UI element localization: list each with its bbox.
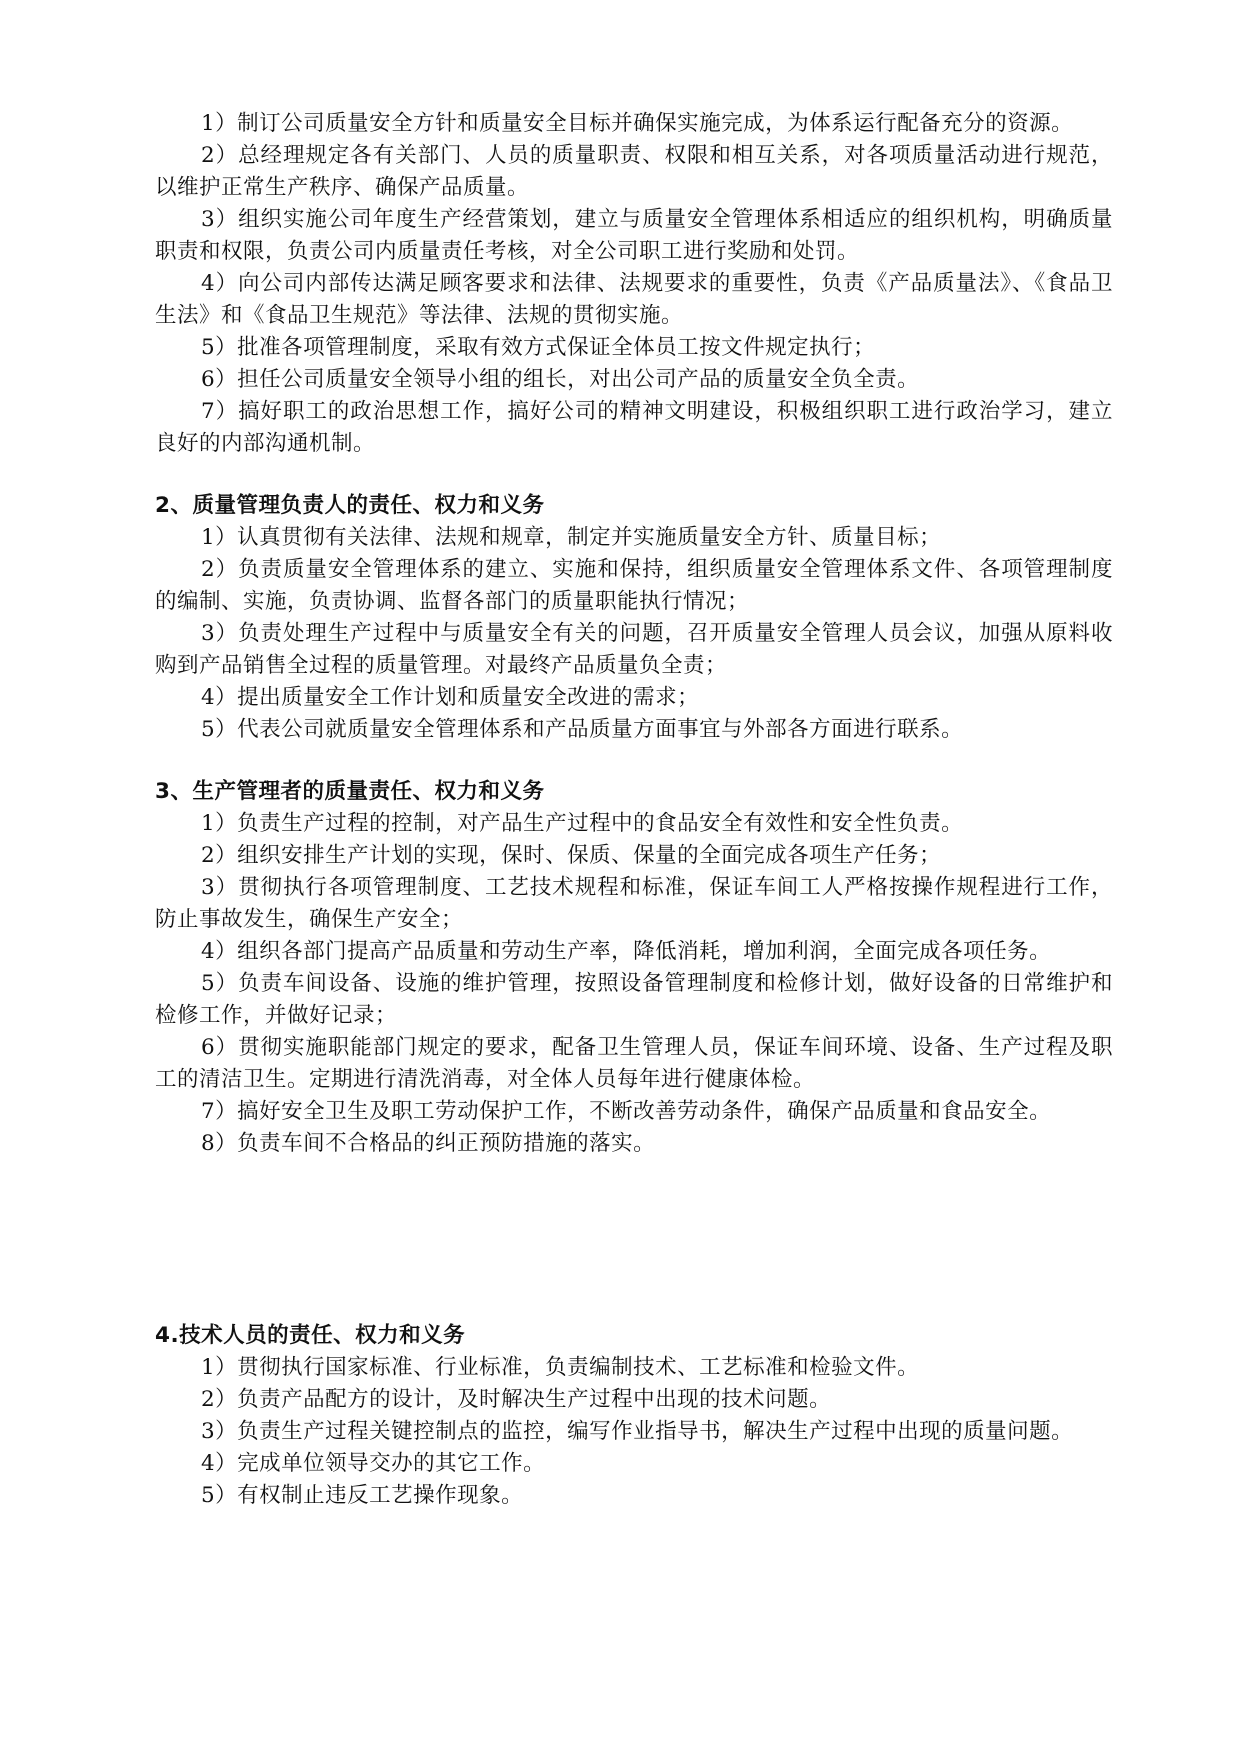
paragraph-item: 3）负责处理生产过程中与质量安全有关的问题，召开质量安全管理人员会议，加强从原料收购到产品销售全过程的质量管理。对最终产品质量负全责；	[155, 621, 1113, 678]
paragraph-item: 2）负责产品配方的设计，及时解决生产过程中出现的技术问题。	[201, 1387, 832, 1412]
paragraph-item: 8）负责车间不合格品的纠正预防措施的落实。	[201, 1131, 656, 1156]
paragraph-item: 7）搞好职工的政治思想工作，搞好公司的精神文明建设，积极组织职工进行政治学习，建立良好的内部沟通机制。	[155, 399, 1113, 456]
paragraph-item: 2）总经理规定各有关部门、人员的质量职责、权限和相互关系，对各项质量活动进行规范，以维护正常生产秩序、确保产品质量。	[155, 143, 1113, 200]
section-heading: 2、质量管理负责人的责任、权力和义务	[155, 493, 545, 518]
paragraph-item: 4）完成单位领导交办的其它工作。	[201, 1451, 546, 1476]
paragraph-item: 2）负责质量安全管理体系的建立、实施和保持，组织质量安全管理体系文件、各项管理制度的编制、实施，负责协调、监督各部门的质量职能执行情况；	[155, 557, 1113, 614]
paragraph-item: 5）代表公司就质量安全管理体系和产品质量方面事宜与外部各方面进行联系。	[201, 717, 964, 742]
paragraph-item: 5）有权制止违反工艺操作现象。	[201, 1483, 524, 1508]
section-technical-staff	[155, 1320, 1113, 1512]
section-heading: 4.技术人员的责任、权力和义务	[155, 1323, 466, 1348]
section-heading: 3、生产管理者的质量责任、权力和义务	[155, 779, 545, 804]
paragraph-item: 3）负责生产过程关键控制点的监控，编写作业指导书，解决生产过程中出现的质量问题。	[201, 1419, 1074, 1444]
paragraph-item: 1）贯彻执行国家标准、行业标准，负责编制技术、工艺标准和检验文件。	[201, 1355, 920, 1380]
paragraph-item: 4）提出质量安全工作计划和质量安全改进的需求；	[201, 685, 700, 710]
paragraph-item: 4）向公司内部传达满足顾客要求和法律、法规要求的重要性，负责《产品质量法》、《食品卫生法》和《食品卫生规范》等法律、法规的贯彻实施。	[155, 271, 1113, 328]
paragraph-item: 3）贯彻执行各项管理制度、工艺技术规程和标准，保证车间工人严格按操作规程进行工作，防止事故发生，确保生产安全；	[155, 875, 1113, 932]
section-quality-manager	[155, 490, 1113, 746]
document-page	[155, 108, 1113, 1512]
spacer	[155, 1160, 1113, 1320]
paragraph-item: 4）组织各部门提高产品质量和劳动生产率，降低消耗，增加利润，全面完成各项任务。	[201, 939, 1052, 964]
paragraph-item: 1）负责生产过程的控制，对产品生产过程中的食品安全有效性和安全性负责。	[201, 811, 964, 836]
paragraph-item: 1）认真贯彻有关法律、法规和规章，制定并实施质量安全方针、质量目标；	[201, 525, 942, 550]
spacer	[155, 460, 1113, 490]
spacer	[155, 746, 1113, 776]
paragraph-item: 3）组织实施公司年度生产经营策划，建立与质量安全管理体系相适应的组织机构，明确质量职责和权限，负责公司内质量责任考核，对全公司职工进行奖励和处罚。	[155, 207, 1113, 264]
section-general-manager	[155, 108, 1113, 460]
paragraph-item: 6）担任公司质量安全领导小组的组长，对出公司产品的质量安全负全责。	[201, 367, 920, 392]
paragraph-item: 7）搞好安全卫生及职工劳动保护工作，不断改善劳动条件，确保产品质量和食品安全。	[201, 1099, 1052, 1124]
section-production-manager	[155, 776, 1113, 1160]
paragraph-item: 2）组织安排生产计划的实现，保时、保质、保量的全面完成各项生产任务；	[201, 843, 942, 868]
paragraph-item: 1）制订公司质量安全方针和质量安全目标并确保实施完成，为体系运行配备充分的资源。	[201, 111, 1074, 136]
paragraph-item: 5）批准各项管理制度，采取有效方式保证全体员工按文件规定执行；	[201, 335, 876, 360]
paragraph-item: 6）贯彻实施职能部门规定的要求，配备卫生管理人员，保证车间环境、设备、生产过程及职工的清洁卫生。定期进行清洗消毒，对全体人员每年进行健康体检。	[155, 1035, 1113, 1092]
paragraph-item: 5）负责车间设备、设施的维护管理，按照设备管理制度和检修计划，做好设备的日常维护和检修工作，并做好记录；	[155, 971, 1113, 1028]
